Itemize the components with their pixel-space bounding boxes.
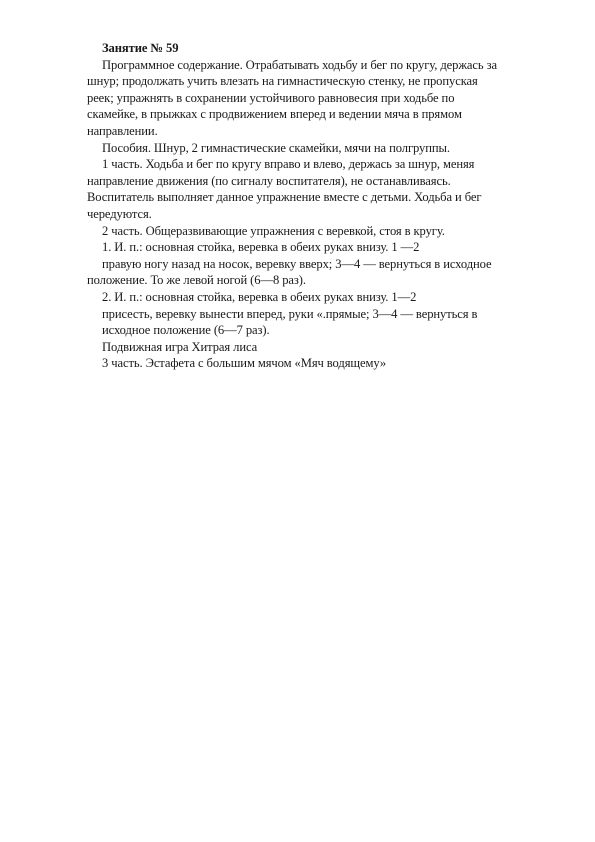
text-line: Пособия. Шнур, 2 гимнастические скамейки, мячи на полгруппы. — [102, 140, 450, 155]
text-line: правую ногу назад на носок, веревку вверх; 3—4 — вернуться в исходное — [102, 256, 492, 271]
text-line: 2 часть. Общеразвивающие упражнения с веревкой, стоя в кругу. — [102, 223, 445, 238]
text-line: шнур; продолжать учить влезать на гимнастическую стенку, не пропуская — [87, 74, 478, 89]
text-line: 1 часть. Ходьба и бег по кругу вправо и влево, держась за шнур, меняя — [102, 157, 475, 172]
text-line: Воспитатель выполняет данное упражнение вместе с детьми. Ходьба и бег — [87, 190, 482, 205]
text-line: скамейке, в прыжках с продвижением вперед и ведении мяча в прямом — [87, 107, 462, 122]
document-page — [87, 40, 532, 372]
text-line: 2. И. п.: основная стойка, веревка в обеих руках внизу. 1—2 — [102, 289, 417, 304]
text-line: Подвижная игра Хитрая лиса — [102, 339, 258, 354]
text-line: присесть, веревку вынести вперед, руки «.прямые; 3—4 — вернуться в — [102, 306, 478, 321]
text-line: направление движения (по сигналу воспитателя), не останавливаясь. — [87, 173, 451, 188]
text-line: чередуются. — [87, 206, 152, 221]
text-line: исходное положение (6—7 раз). — [102, 323, 270, 338]
text-line: положение. То же левой ногой (6—8 раз). — [87, 273, 306, 288]
text-line: Программное содержание. Отрабатывать ходьбу и бег по кругу, держась за — [102, 57, 497, 72]
text-line: 3 часть. Эстафета с большим мячом «Мяч водящему» — [102, 356, 387, 371]
text-line: 1. И. п.: основная стойка, веревка в обеих руках внизу. 1 —2 — [102, 240, 420, 255]
text-line: направлении. — [87, 123, 158, 138]
text-line: реек; упражнять в сохранении устойчивого равновесия при ходьбе по — [87, 90, 455, 105]
lesson-title: Занятие № 59 — [102, 41, 179, 55]
